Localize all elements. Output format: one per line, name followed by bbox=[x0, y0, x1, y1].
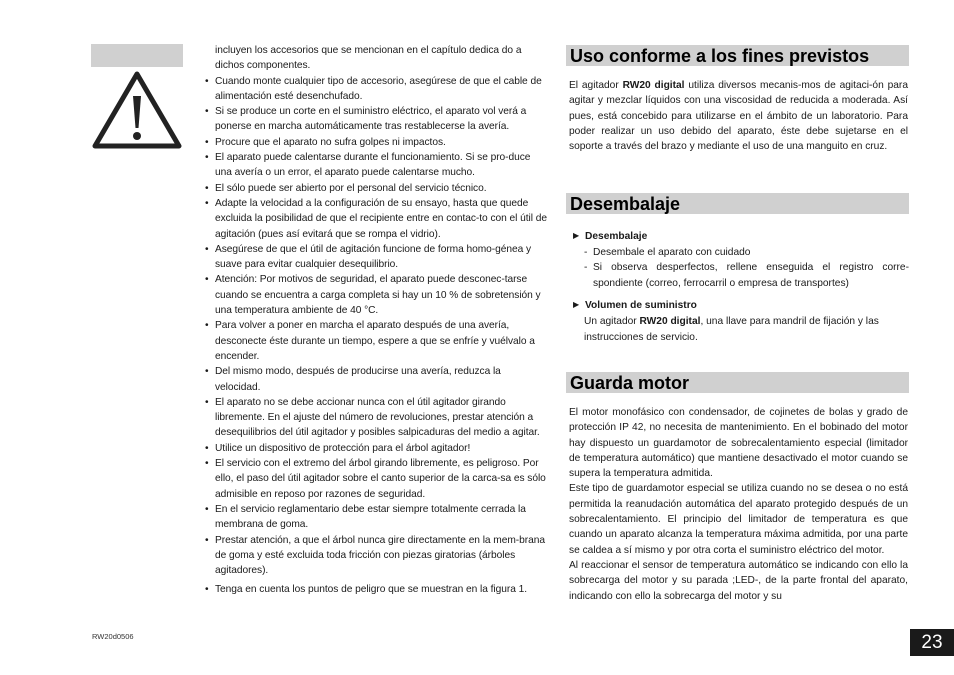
intro-text: incluyen los accesorios que se mencionan en el capítulo dedica do a dichos componentes. bbox=[215, 45, 522, 72]
list-item: • Del mismo modo, después de producirse una avería, reduzca la velocidad. bbox=[205, 364, 547, 395]
list-item: • Procure que el aparato no sufra golpes ni impactos. bbox=[205, 135, 547, 150]
supply-text: Un agitador RW20 digital, una llave para mandril de fijación y las instrucciones de servicio. bbox=[584, 315, 879, 343]
arrow-icon: ▶ bbox=[573, 300, 580, 310]
list-item: - Si observa desperfectos, rellene enseguida el registro corre-spondiente (correo, ferrocarril o empresa de transportes) bbox=[584, 262, 909, 289]
list-item: • Asegúrese de que el útil de agitación funcione de forma homo-génea y suave para evitar cualquier desequilibrio. bbox=[205, 242, 547, 273]
list-item: • Tenga en cuenta los puntos de peligro que se muestran en la figura 1. bbox=[205, 582, 547, 597]
list-item: • Atención: Por motivos de seguridad, el aparato puede desconec-tarse cuando se encuentra a carga completa si hay un 10 % de sobretensión y una temperatura ambiente de 40 °C. bbox=[205, 272, 547, 318]
list-item: - Desembale el aparato con cuidado bbox=[584, 246, 751, 258]
warning-triangle-icon bbox=[92, 70, 182, 150]
paragraph: Este tipo de guardamotor especial se utiliza cuando no se desea o no está permitida la reanudación automática del aparato protegido después de un sobrecalentamiento. El principio del limitador de temperatura es que cuando un aparato alcanza la temperatura máxima admitida, por una parte se caldea a sí mismo y por otra corta el suministro eléctrico del motor. bbox=[569, 483, 908, 556]
document-code: RW20d0506 bbox=[92, 632, 134, 641]
list-item: • Prestar atención, a que el árbol nunca gire directamente en la mem-brana de goma y esté excluida toda fricción con piezas giratorias (árboles agitadores). bbox=[205, 533, 547, 579]
list-item: • Utilice un dispositivo de protección para el árbol agitador! bbox=[205, 441, 547, 456]
list-item: • Si se produce un corte en el suministro eléctrico, el aparato vol verá a ponerse en marcha automáticamente tras restablecerse la avería. bbox=[205, 104, 547, 135]
safety-instructions bbox=[205, 43, 547, 598]
list-item: • En el servicio reglamentario debe estar siempre totalmente cerrada la membrana de goma. bbox=[205, 502, 547, 533]
list-item: • El aparato puede calentarse durante el funcionamiento. Si se pro-duce una avería o un error, el aparato puede calentarse mucho. bbox=[205, 150, 547, 181]
section-heading-uso: Uso conforme a los fines previstos bbox=[566, 45, 909, 66]
page-number: 23 bbox=[910, 629, 954, 656]
desembalaje-block bbox=[573, 228, 909, 345]
list-item: • El aparato no se debe accionar nunca con el útil agitador girando libremente. En el ajuste del número de revoluciones, prestar atención a desequilibrios del útil agitador y posibles salpicaduras del medio a agitar. bbox=[205, 395, 547, 441]
subsection-title: Desembalaje bbox=[585, 231, 648, 242]
list-item: • Cuando monte cualquier tipo de accesorio, asegúrese de que el cable de alimentación esté desenchufado. bbox=[205, 74, 547, 105]
paragraph: El motor monofásico con condensador, de cojinetes de bolas y grado de protección IP 42, no necesita de mantenimiento. En el bobinado del motor hay dispuesto un guardamotor de sobrecalentamiento especial (limitador de temperatura automático) que mantiene desactivado el motor cuando se supera la temperatura admitida. bbox=[569, 407, 908, 480]
list-item: • Para volver a poner en marcha el aparato después de una avería, desconecte éste durante un tiempo, espere a que se enfríe y vuélvalo a encender. bbox=[205, 318, 547, 364]
guarda-motor-text bbox=[569, 405, 908, 604]
uso-paragraph: El agitador RW20 digital utiliza diversos mecanis-mos de agitaci-ón para agitar y mezclar líquidos con una viscosidad de reducida a moderada. Así pues, está concebido para utilizarse en el ámbito de un laboratorio. Para poder realizar un uso debido del aparato, éste debe sujetarse en el soporte a través del brazo y mediante el uso de una manguito en cruz. bbox=[569, 80, 908, 153]
safety-list bbox=[205, 74, 547, 598]
arrow-icon: ▶ bbox=[573, 231, 580, 240]
list-item: • El servicio con el extremo del árbol girando libremente, es peligroso. Por ello, el paso del útil agitador sobre el canto superior de la carca-sa es sólo admisible en reposo por razones de seguridad. bbox=[205, 456, 547, 502]
list-item: • Adapte la velocidad a la configuración de su ensayo, hasta que quede excluida la posibilidad de que el recipiente entre en contac-to con el útil de agitación (pues así evitará que se rompa el vidrio). bbox=[205, 196, 547, 242]
paragraph: Al reaccionar el sensor de temperatura automático se indicando con ello la sobrecarga del motor y su parada ;LED-, de la parte frontal del aparato, indicando con ello la sobrecarga del motor y su bbox=[569, 559, 908, 602]
section-heading-guarda-motor: Guarda motor bbox=[566, 372, 909, 393]
list-item: • El sólo puede ser abierto por el personal del servicio técnico. bbox=[205, 181, 547, 196]
section-heading-desembalaje: Desembalaje bbox=[566, 193, 909, 214]
warning-header-bar bbox=[91, 44, 183, 67]
subsection-title: Volumen de suministro bbox=[585, 300, 697, 312]
